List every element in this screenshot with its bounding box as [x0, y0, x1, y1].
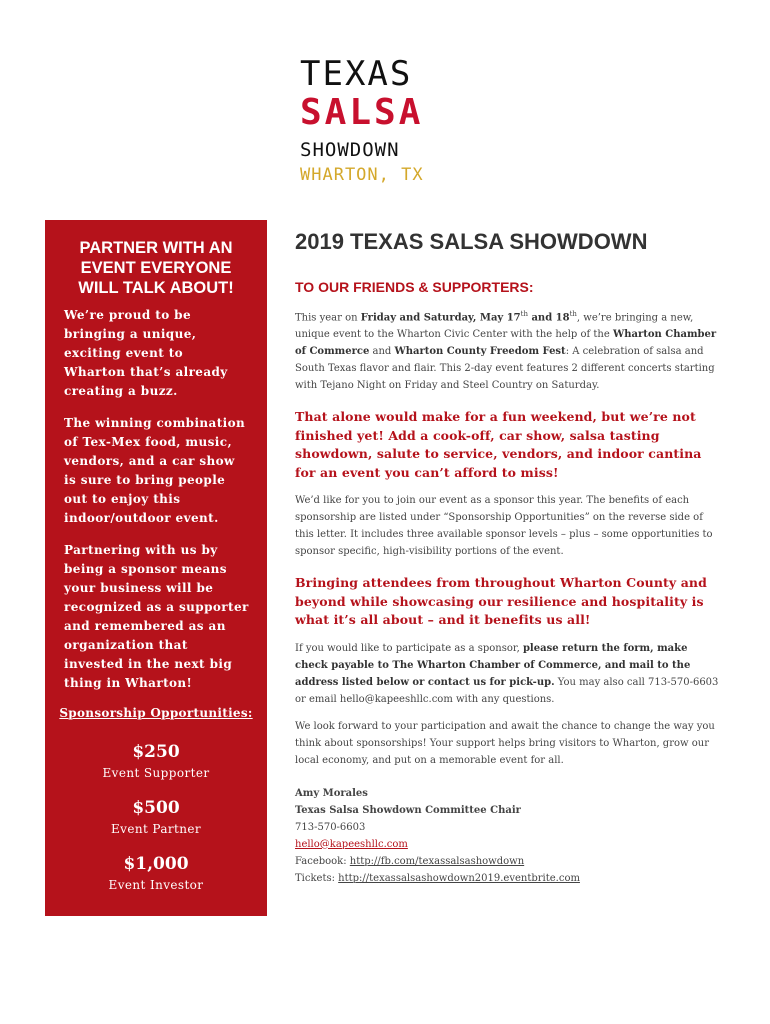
facebook-label: Facebook: [295, 855, 350, 867]
tier-amount: $500 [132, 798, 180, 818]
tickets-label: Tickets: [295, 872, 339, 884]
letter-salutation: TO OUR FRIENDS & SUPPORTERS: [295, 279, 534, 295]
facebook-link[interactable]: http://fb.com/texassalsashowdown [349, 855, 525, 867]
logo-city: WHARTON, TX [300, 165, 424, 185]
sidebar-paragraph: Partnering with us by being a sponsor means your business will be recognized as a supporter and remembered as an organization that invested in the next big thing in Wharton! [64, 543, 249, 690]
sidebar-heading: PARTNER WITH AN EVENT EVERYONE WILL TALK ABOUT! [78, 239, 234, 297]
logo-showdown: SHOWDOWN [300, 139, 400, 161]
tickets-link[interactable]: http://texassalsashowdown2019.eventbrite.com [338, 872, 580, 884]
tier-name: Event Supporter [102, 766, 210, 780]
sponsor-sidebar [45, 220, 267, 916]
sidebar-paragraph: We’re proud to be bringing a unique, exciting event to Wharton that’s already creating a buzz. [64, 308, 228, 398]
signer-phone: 713-570-6603 [295, 821, 366, 833]
sponsor-tier-250 [45, 740, 267, 782]
sponsor-tier-500 [45, 796, 267, 838]
sponsor-tier-1000 [45, 852, 267, 894]
tier-amount: $1,000 [123, 854, 189, 874]
intro-paragraph: This year on Friday and Saturday, May 17th and 18th, we’re bringing a new, unique event to the Wharton Civic Center with the help of the Wharton Chamber of Commerce and Wharton County Freedom Fest: A celebration of salsa and South Texas flavor and flair. This 2-day event features 2 different concerts starting with Tejano Night on Friday and Steel Country on Saturday. [295, 310, 717, 392]
highlight-paragraph: Bringing attendees from throughout Wharton County and beyond while showcasing our resilience and hospitality is what it’s all about – and it benefits us all! [295, 575, 707, 628]
sidebar-paragraph: The winning combination of Tex-Mex food, music, vendors, and a car show is sure to bring people out to enjoy this indoor/outdoor event. [64, 416, 246, 525]
letter-body [295, 228, 723, 887]
logo-salsa: SALSA [300, 92, 424, 133]
closing-paragraph: We look forward to your participation and await the chance to change the way you think about sponsorships! Your support helps bring visitors to Wharton, grow our local economy, and put on a memorable event for all. [295, 720, 715, 766]
participation-paragraph: If you would like to participate as a sponsor, please return the form, make check payable to The Wharton Chamber of Commerce, and mail to the address listed below or contact us for pick-up. You may also call 713-570-6603 or email hello@kapeeshllc.com with any questions. [295, 642, 719, 705]
signature-block [295, 785, 723, 887]
tier-name: Event Partner [110, 822, 202, 836]
signer-email-link[interactable]: hello@kapeeshllc.com [295, 838, 408, 850]
event-logo [300, 55, 470, 187]
highlight-paragraph: That alone would make for a fun weekend, but we’re not finished yet! Add a cook-off, car show, salsa tasting showdown, salute to service, vendors, and indoor cantina for an event you can’t afford to miss! [295, 409, 702, 480]
signer-role: Texas Salsa Showdown Committee Chair [295, 804, 521, 816]
page-title: 2019 TEXAS SALSA SHOWDOWN [295, 229, 648, 254]
sponsor-paragraph: We’d like for you to join our event as a sponsor this year. The benefits of each sponsorship are listed under “Sponsorship Opportunities” on the reverse side of this letter. It includes three available sponsor levels – plus – some opportunities to sponsor specific, high-visibility portions of the event. [295, 495, 713, 558]
tier-name: Event Investor [108, 878, 204, 892]
sponsorship-opportunities-link[interactable]: Sponsorship Opportunities: [59, 706, 253, 720]
tier-amount: $250 [132, 742, 180, 762]
signer-name: Amy Morales [295, 787, 368, 799]
logo-texas: TEXAS [300, 54, 413, 94]
